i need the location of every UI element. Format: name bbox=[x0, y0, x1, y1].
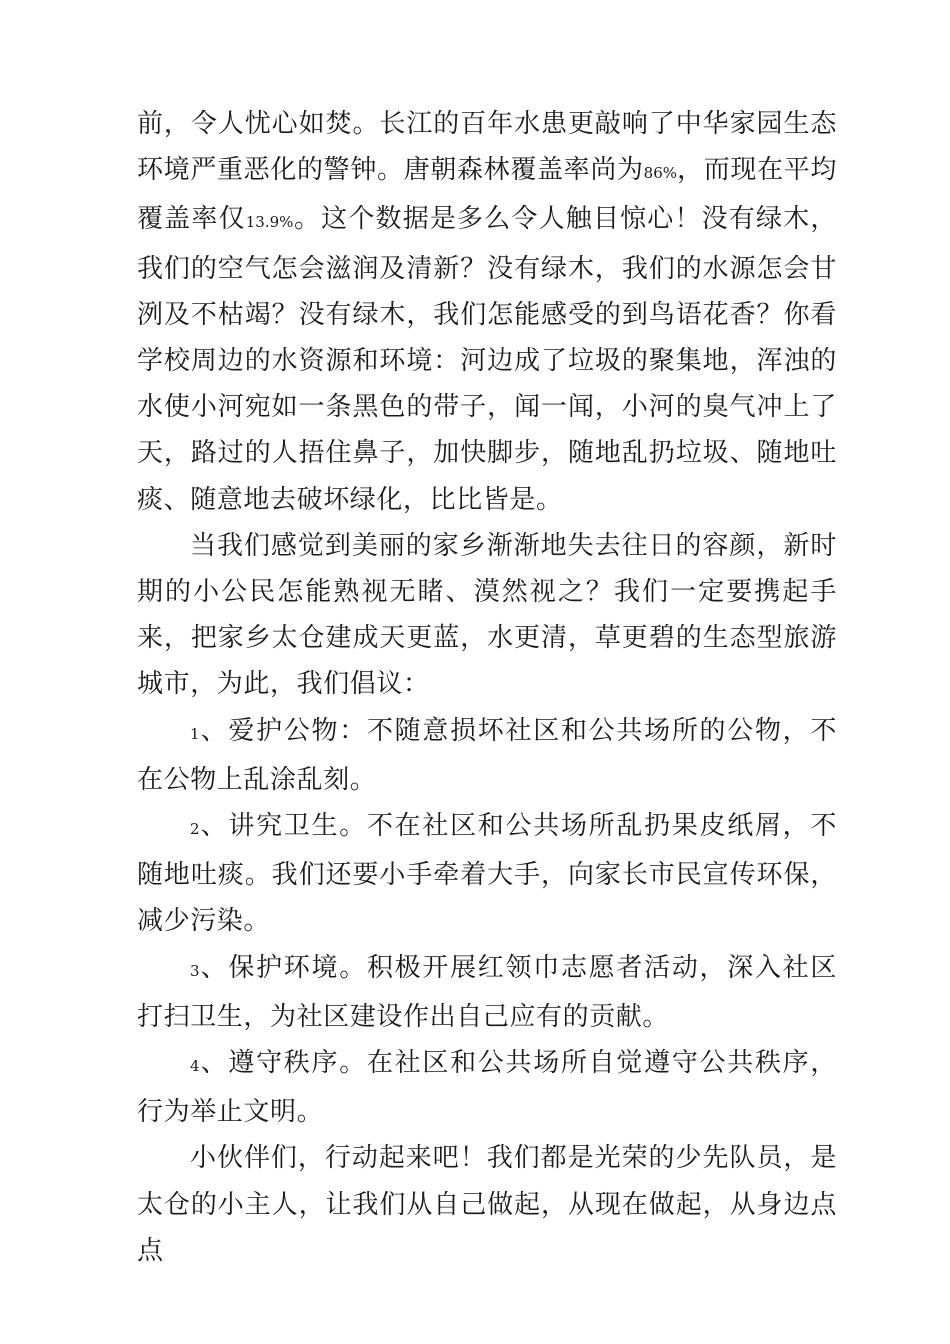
body-text bbox=[137, 101, 837, 1274]
inline-number: 86% bbox=[643, 164, 677, 183]
paragraph-p5 bbox=[137, 945, 837, 1040]
text-segment: 、保护环境。积极开展红领巾志愿者活动，深入社区打扫卫生，为社区建设作出自己应有的贡献。 bbox=[137, 952, 837, 1032]
text-segment: 小伙伴们，行动起来吧！我们都是光荣的少先队员，是太仓的小主人，让我们从自己做起，从现在做起，从身边点点 bbox=[137, 1143, 837, 1266]
paragraph-p3 bbox=[137, 708, 837, 803]
text-segment: 、遵守秩序。在社区和公共场所自觉遵守公共秩序，行为举止文明。 bbox=[137, 1048, 837, 1128]
paragraph-p1 bbox=[137, 101, 837, 523]
text-segment: 当我们感觉到美丽的家乡渐渐地失去往日的容颜，新时期的小公民怎能熟视无睹、漠然视之？我们一定要携起手来，把家乡太仓建成天更蓝，水更清，草更碧的生态型旅游城市，为此，我们倡议： bbox=[137, 530, 837, 700]
text-segment: 前，令人忧心如焚。长江的百年水患更敲响了中华家园生态环境严重恶化的警钟。唐朝森林覆盖率尚为 bbox=[137, 109, 837, 186]
text-segment: 。这个数据是多么令人触目惊心！没有绿木，我们的空气怎会滋润及清新？没有绿木，我们的水源怎会甘洌及不枯竭？没有绿木，我们怎能感受的到鸟语花香？你看学校周边的水资源和环境：河边成了垃圾的聚集地，浑浊的水使小河宛如一条黑色的带子，闻一闻，小河的臭气冲上了天，路过的人捂住鼻子，加快脚步，随地乱扔垃圾、随地吐痰、随意地去破坏绿化，比比皆是。 bbox=[137, 204, 837, 515]
inline-number: 1 bbox=[190, 724, 200, 743]
text-segment: ，而现在平均覆盖率仅 bbox=[137, 155, 837, 235]
paragraph-p4 bbox=[137, 803, 837, 945]
inline-number: 3 bbox=[190, 961, 200, 980]
paragraph-p6 bbox=[137, 1040, 837, 1135]
text-segment: 、爱护公物：不随意损坏社区和公共场所的公物，不在公物上乱涂乱刻。 bbox=[137, 715, 837, 795]
inline-number: 4 bbox=[190, 1057, 200, 1076]
paragraph-p2 bbox=[137, 523, 837, 708]
inline-number: 13.9% bbox=[245, 213, 294, 232]
text-segment: 、讲究卫生。不在社区和公共场所乱扔果皮纸屑，不随地吐痰。我们还要小手牵着大手，向家长市民宣传环保，减少污染。 bbox=[137, 811, 837, 937]
inline-number: 2 bbox=[190, 820, 200, 839]
paragraph-p7 bbox=[137, 1135, 837, 1274]
